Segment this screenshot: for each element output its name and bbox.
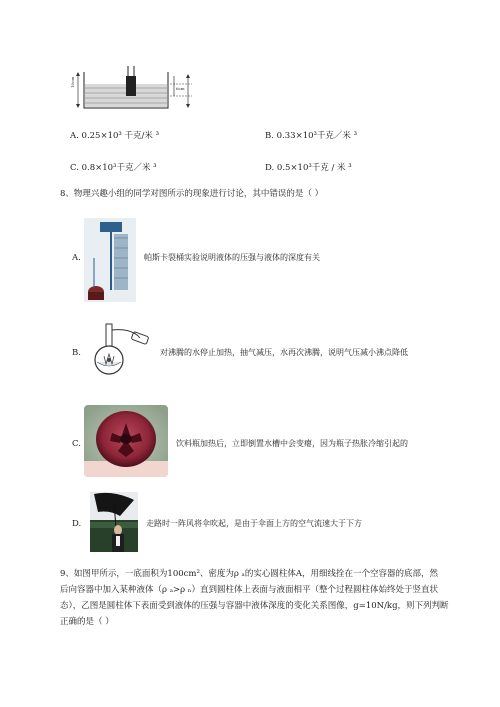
boiling-flask-image — [92, 322, 152, 382]
q9-line3: 态），乙图是圆柱体下表面受到液体的压强与容器中液体深度的变化关系图像，g=10N/kg，则下列判断 — [60, 601, 449, 611]
option-a: A. 0.25×10³ 千克/米 ³ — [70, 131, 159, 141]
q8-option-c-letter: C. — [72, 439, 81, 449]
q8-stem: 8、物理兴趣小组的同学对图所示的现象进行讨论，其中错误的是（ ） — [60, 189, 324, 199]
option-d: D. 0.5×10³千克 / 米 ³ — [265, 163, 352, 173]
left-dimension-label: 10cm — [70, 76, 75, 88]
umbrella-image — [90, 492, 138, 552]
container-diagram — [70, 62, 210, 112]
q8-option-b-text-visible: 对沸腾的水停止加热，抽气减压，水再次沸腾，说明气压减小沸点降低 — [160, 348, 408, 357]
container-diagram-svg — [70, 62, 210, 112]
q8-option-d-text: 走路时一阵风将伞吹起，是由于伞面上方的空气流速大于下方 — [146, 519, 362, 528]
q8-option-a-letter: A. — [72, 253, 81, 263]
right-dimension-label: 6cm — [176, 86, 185, 91]
q9-line2: 后向容器中加入某种液体（ρ ₐ>ρ ₙ）直到圆柱体上表面与液面相平（整个过程圆柱体始终处于竖直状 — [60, 585, 438, 595]
option-c: C. 0.8×10³千克／米 ³ — [70, 163, 157, 173]
q8-option-d-letter: D. — [72, 519, 82, 529]
q9-line4: 正确的是（ ） — [60, 617, 114, 627]
option-b: B. 0.33×10³千克／米 ³ — [265, 131, 358, 141]
q9-line1: 9、如图甲所示，一底面积为100cm²、密度为ρ ₐ的实心圆柱体A，用细线拴在一个空容器的底部，然 — [60, 569, 438, 579]
pascal-barrel-image — [84, 218, 136, 302]
q8-option-a-text: 帕斯卡裂桶实验说明液体的压强与液体的深度有关 — [144, 253, 320, 262]
q8-option-b-letter: B. — [72, 348, 81, 358]
crushed-bottle-image — [84, 405, 168, 477]
q8-option-c-text: 饮料瓶加热后，立即倒置水槽中会变瘪，因为瓶子热胀冷缩引起的 — [176, 439, 408, 448]
